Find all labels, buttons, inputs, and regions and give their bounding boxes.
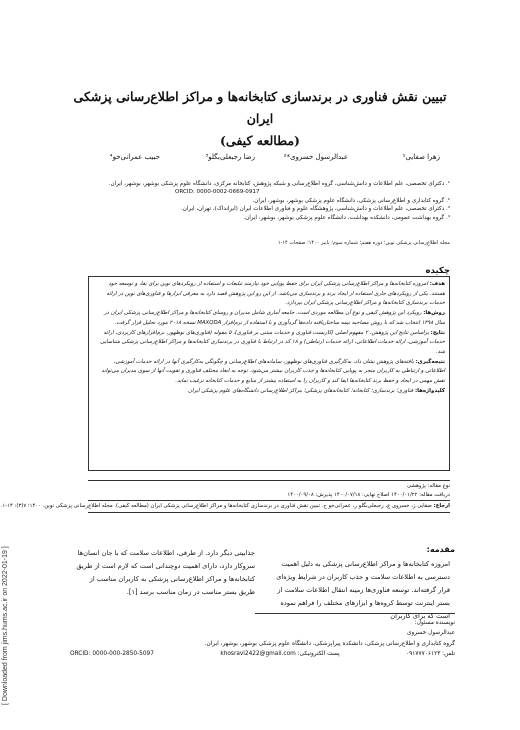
affiliations xyxy=(95,180,450,222)
affiliation-1: ¹. دکترای تخصصی، علم اطلاعات و دانش‌شناسی، گروه اطلاع‌رسانی و شبکه پژوهش، کتابخانه مرکزی، دانشگاه علوم پزشکی بوشهر، بوشهر، ایران. xyxy=(108,181,450,187)
abstract-heading: چکیده xyxy=(425,266,450,276)
author-2: عبدالرسول خسروی*² xyxy=(283,153,348,161)
author-1: زهرا صفایی¹ xyxy=(402,153,440,161)
corr-name: عبدالرسول خسروی xyxy=(406,630,455,637)
download-stamp: [ Downloaded from jims.hums.ac.ir on 2022-01-19 ] xyxy=(2,546,9,705)
journal-citation: مجله اطلاع‌رسانی پزشکی نوین؛ دوره هفتم؛ شماره سوم؛ پاییز ۱۴۰۰؛ صفحات ۱۴-۱ xyxy=(277,240,450,246)
corr-phone: تلفن: ۰۹۱۷۷۷۰۶۱۲۳ xyxy=(406,651,455,658)
info-rule-top xyxy=(88,480,450,481)
intro-column-right: امروزه کتابخانه‌ها و مراکز اطلاع‌رسانی پزشکی به دلیل اهمیت دسترسی به اطلاعات سلامت و جذب کاربران در شرایط ویژه‌ای قرار گرفته‌اند. توسعه فناوری‌ها زمینه انتقال اطلاعات سلامت از بستر اینترنت توسط کروه‌ها و ابزارهای مختلف را فراهم نموده است که برای کاربران xyxy=(276,560,450,620)
intro-column-left: جذابیتی دیگر دارد. از طرفی، اطلاعات سلامت که با جان انسان‌ها سروکار دارد، دارای اهمیت دوچندانی است که لازم است از طریق کتابخانه‌ها و مراکز اطلاع‌رسانی پزشکی به کاربران مناسب از طریق بستر مناسب در زمان مناسب برسد [۱]. xyxy=(76,549,255,596)
abstract-conclusion: نتیجه‌گیری: یافته‌های پژوهش نشان داد، به‌کارگیری فناوری‌های نوظهور، سامانه‌های اطلاع‌رسانی و چگونگی به‌کارگیری آنها در ارائه خدمات آموزشی، اطلاعاتی و ارتباطی به کاربران منجر به پویایی کتابخانه‌ها و جذب کاربران بیشتر می‌شود. توجه به ابعاد مختلف فناوری و تقویت آنها از سوی مدیران می‌تواند نقش مهمی در ایجاد و حفظ برند کتابخانه‌ها ایفا کند و کاربران را به استفاده بیشتر از منابع و خدمات کتابخانه ترغیب نماید. xyxy=(101,358,445,385)
abstract-results: نتایج: براساس نتایج این پژوهش، ۲ مفهوم اصلی (کاربست فناوری و خدمات مبتنی بر فناوری)، ۵ مقوله (فناوری‌های نوظهور، نرم‌افزارهای کاربردی، ارائه خدمات آموزشی، ارائه خدمات اطلاعاتی، ارائه خدمات ارتباطی) و ۱۸ کد در ارتباط با فناوری در برندسازی کتابخانه‌ها و مراکز اطلاع‌رسانی پزشکی شناسایی شد. xyxy=(100,329,445,355)
corresponding-author xyxy=(70,618,455,660)
article-cite: ارجاع: صفایی ز، خسروی ع، رجبعلی‌بگلو ر، عمرانی‌خو ح. تبیین نقش فناوری در برندسازی کتابخانه‌ها و مراکز اطلاع‌رسانی پزشکی ایران (مطالعه کیفی). مجله اطلاع‌رسانی پزشکی نوین. ۱۴۰۰؛ ۷(۳): ۱۴-۱. xyxy=(0,503,450,509)
corr-email: پست الکترونیکی: khosravi2422@gmail.com xyxy=(220,651,340,658)
corr-address: گروه کتابداری و اطلاع‌رسانی پزشکی، دانشکده پیراپزشکی، دانشگاه علوم پزشکی بوشهر، بوشهر، ایران. xyxy=(204,640,455,647)
article-info xyxy=(0,479,450,514)
author-3: رضا رجبعلی‌بگلو³ xyxy=(205,153,255,161)
corr-contact xyxy=(70,649,455,659)
abstract-box xyxy=(88,276,450,471)
abstract-methods: روش‌ها: رویکرد این پژوهش کیفی و نوع آن مطالعه موردی است. جامعه آماری شامل مدیران و روسای کتابخانه‌ها و مراکز اطلاع‌رسانی پزشکی ایران در سال ۱۳۹۸ انتخاب شد که با روش مصاحبه نیمه ساختاریافته داده‌ها گردآوری و با استفاده از نرم‌افزار MAXQDA نسخه ۲۰۱۸ مورد تحلیل قرار گرفت. xyxy=(103,310,445,326)
abstract-keywords: کلیدواژه‌ها: فناوری؛ برندسازی؛ کتابخانه؛ کتابخانه‌های پزشکی؛ مراکز اطلاع‌رسانی دانشگاه‌های علوم پزشکی ایران xyxy=(188,387,445,394)
article-type: نوع مقاله: پژوهشی xyxy=(407,483,450,489)
intro-heading: مقدمه: xyxy=(426,545,455,554)
author-list xyxy=(110,153,440,167)
paper-title xyxy=(70,86,450,152)
info-rule-mid xyxy=(88,500,450,501)
abstract-objective: هدف: امروزه کتابخانه‌ها و مراکز اطلاع‌رسانی پزشکی ایران برای حفظ پویایی خود نیازمند تبلیغات و استفاده از رویکردهای نوین برای بقا، و توسعه خود هستند. یکی از رویکردهای جاری استفاده از ایجاد برند و برندسازی می‌باشد. از این رو این پژوهش قصد دارد به معرفی ابزارها و فناوری‌های نوین در ارائه خدمات برندسازی کتابخانه‌ها و مراکز اطلاع‌رسانی پزشکی ایران بپردازد. xyxy=(106,281,445,307)
article-dates: دریافت مقاله: ۱۴۰۰/۰۱/۲۲ اصلاح نهایی: ۱۴۰۰/۰۷/۱۸ پذیرش: ۱۴۰۰/۰۹/۰۸ xyxy=(287,491,450,498)
author-4: حبیب عمرانی‌خو⁴ xyxy=(109,153,160,161)
affiliation-4: ⁴. گروه بهداشت عمومی، دانشکده بهداشت، دانشگاه علوم پزشکی بوشهر، بوشهر، ایران. xyxy=(243,214,450,221)
affiliation-3: ³. دکترای تخصصی، علم اطلاعات و دانش‌شناسی، پژوهشگاه علوم و فناوری اطلاعات ایران (ایرانداک)، تهران، ایران. xyxy=(180,206,450,213)
footnote-separator xyxy=(255,613,455,614)
title-line-2: (مطالعه کیفی) xyxy=(220,133,300,148)
affiliation-2: ². گروه کتابداری و اطلاع‌رسانی پزشکی، دانشگاه علوم پزشکی بوشهر، بوشهر، ایران. xyxy=(252,197,450,204)
orcid-1: ORCID: 0000-0002-0669-0917 xyxy=(175,189,260,196)
corr-orcid: ORCID: 0000-000-2850-5097 xyxy=(70,651,154,658)
corr-heading: نویسنده مسئول: xyxy=(414,620,455,626)
info-rule-bottom xyxy=(88,512,450,513)
title-line-1: تبیین نقش فناوری در برندسازی کتابخانه‌ها و مراکز اطلاع‌رسانی پزشکی ایران xyxy=(73,89,447,126)
